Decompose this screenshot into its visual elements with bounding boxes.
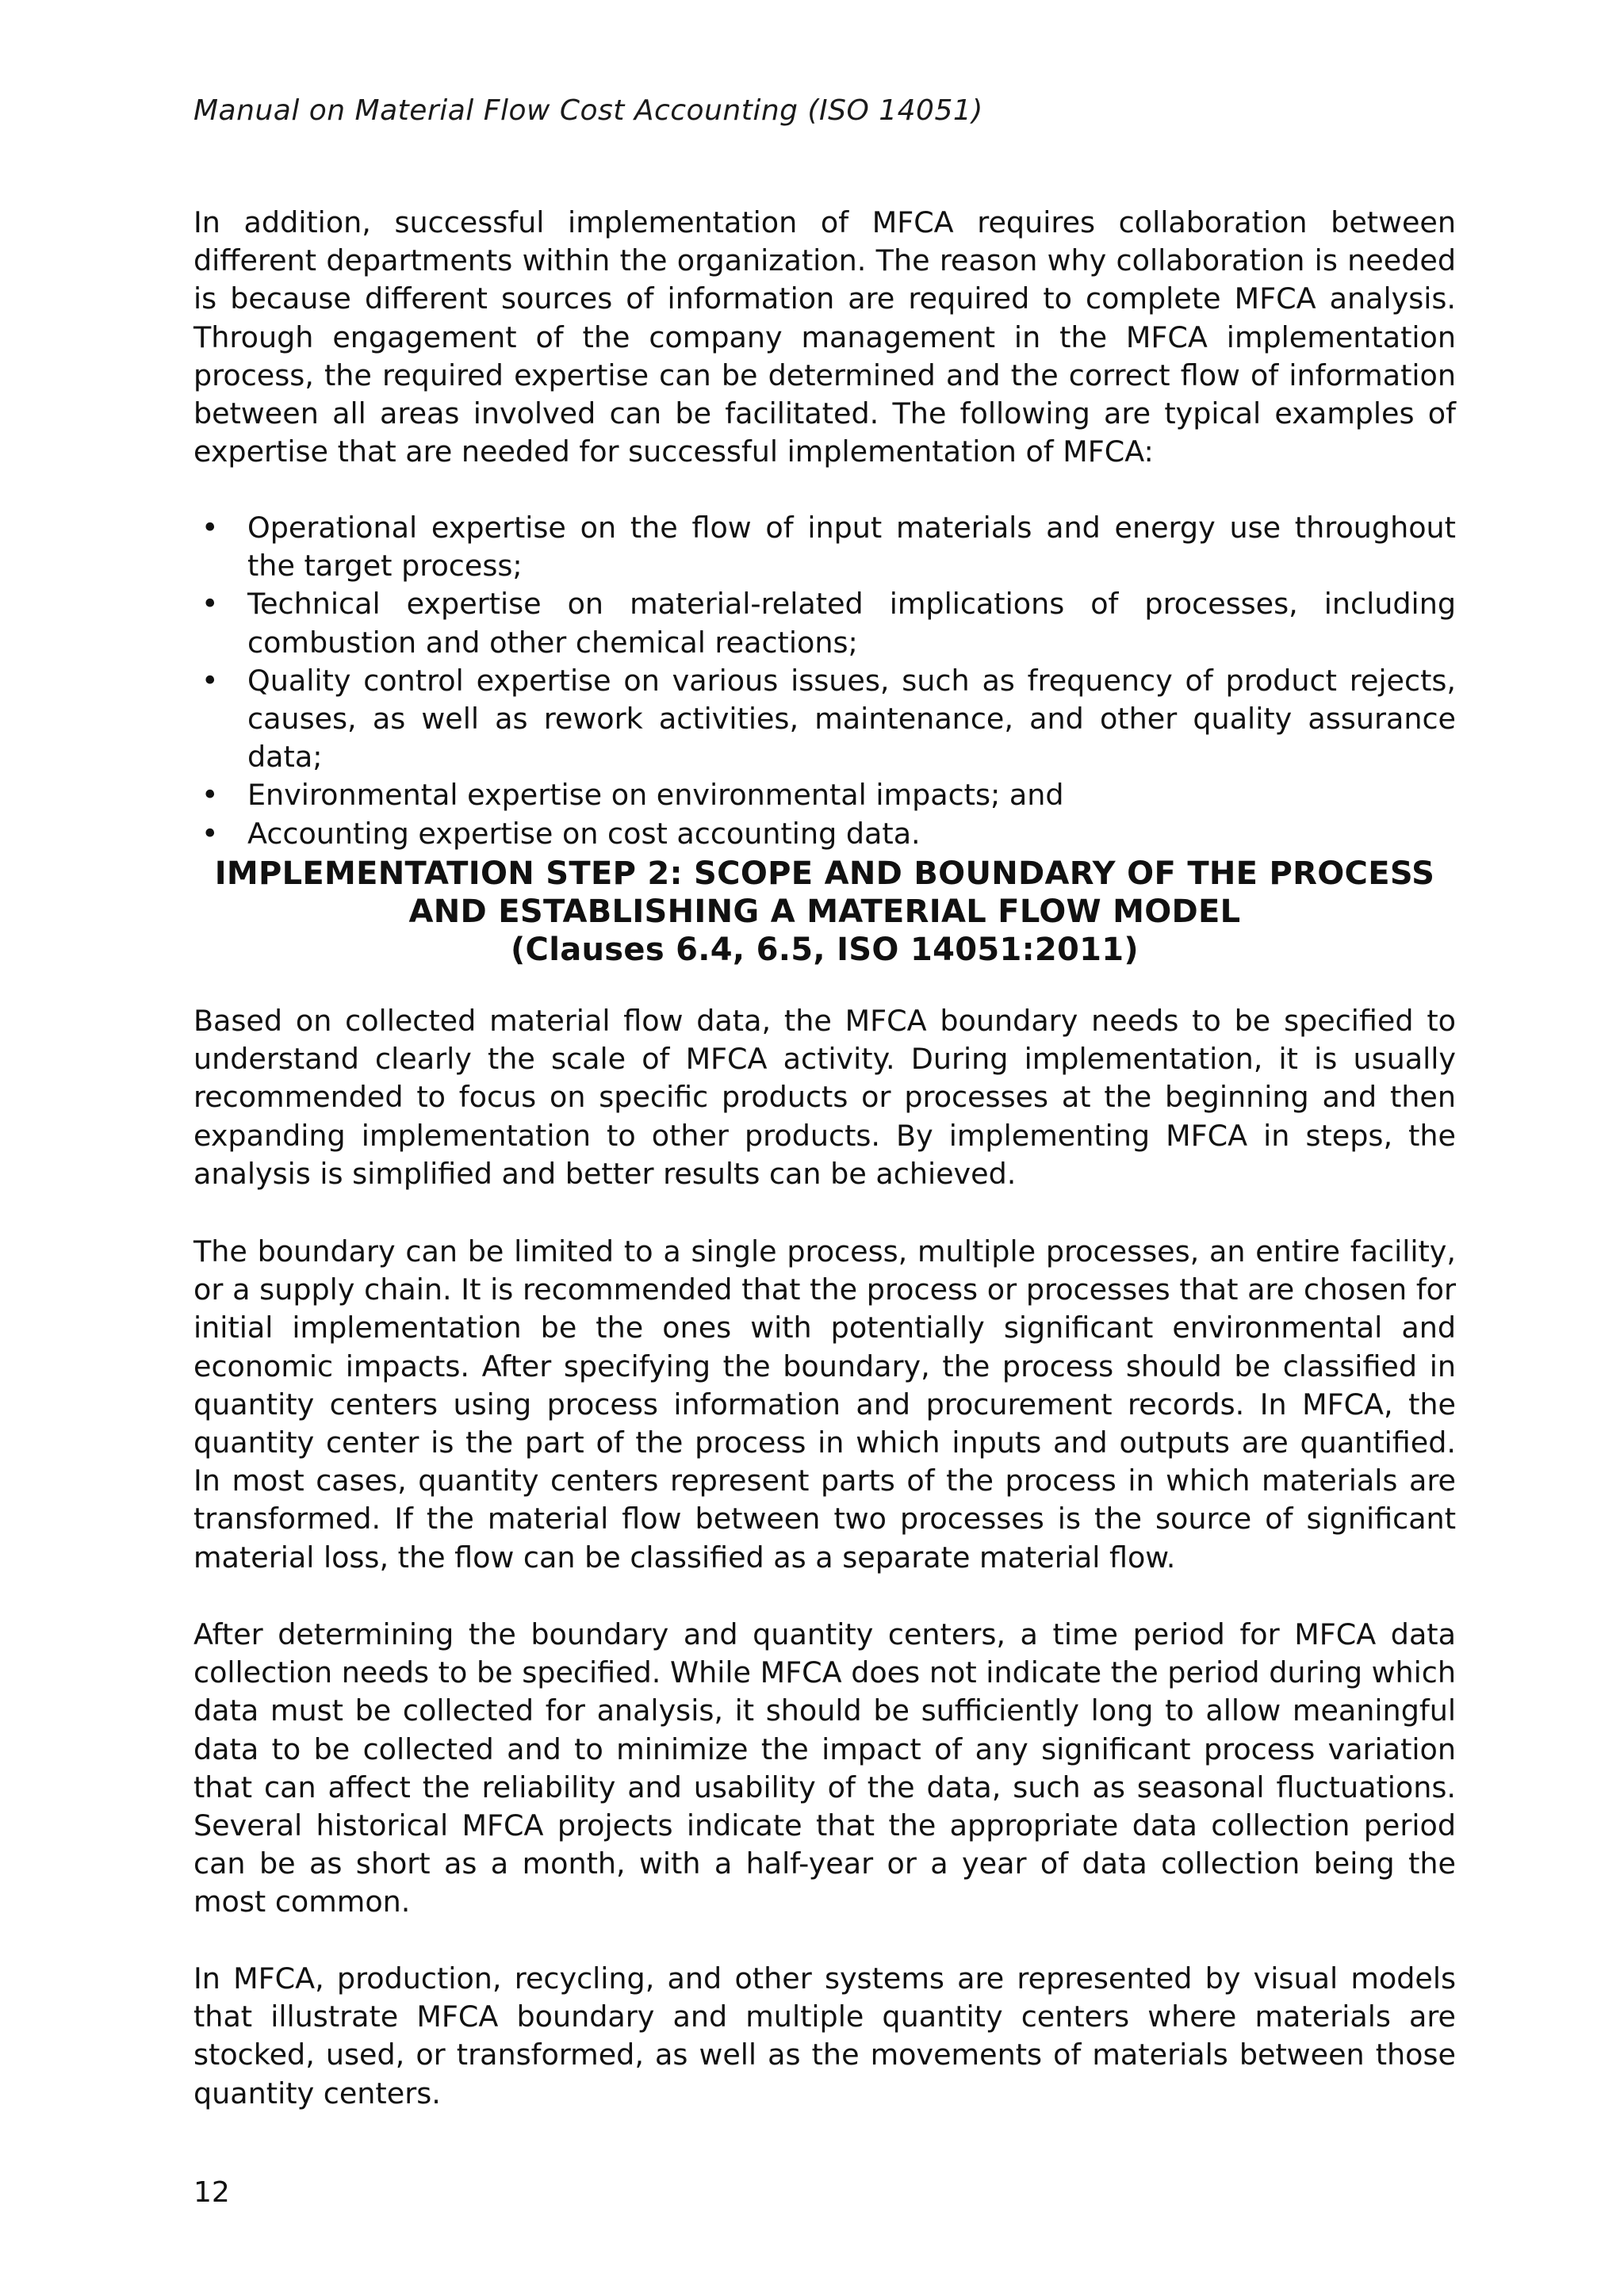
list-item: • Accounting expertise on cost accounting data.	[193, 815, 1456, 853]
heading-line: AND ESTABLISHING A MATERIAL FLOW MODEL	[408, 894, 1241, 930]
list-item: • Quality control expertise on various issues, such as frequency of product rejects, causes, as well as rework activities, maintenance, and other quality assurance data;	[193, 662, 1456, 777]
paragraph-collaboration: In addition, successful implementation of MFCA requires collaboration between different departments within the organization. The reason why collaboration is needed is because different sources of information are required to complete MFCA analysis. Through engagement of the company management in the MFCA implementation process, the required expertise can be determined and the correct flow of information between all areas involved can be facilitated. The following are typical examples of expertise that are needed for successful implementation of MFCA:	[193, 205, 1456, 469]
list-item: • Environmental expertise on environmental impacts; and	[193, 776, 1456, 814]
section-heading	[193, 855, 1456, 969]
heading-line: IMPLEMENTATION STEP 2: SCOPE AND BOUNDARY OF THE PROCESS	[214, 855, 1435, 892]
paragraph-quantity-centers: The boundary can be limited to a single process, multiple processes, an entire facility, or a supply chain. It is recommended that the process or processes that are chosen for initial implementation be the ones with potentially significant environmental and economic impacts. After specifying the boundary, the process should be classified in quantity centers using process information and procurement records. In MFCA, the quantity center is the part of the process in which inputs and outputs are quantified. In most cases, quantity centers represent parts of the process in which materials are transformed. If the material flow between two processes is the source of significant material loss, the flow can be classified as a separate material flow.	[193, 1234, 1456, 1575]
list-item: • Operational expertise on the flow of input materials and energy use throughout the target process;	[193, 509, 1456, 585]
page-number: 12	[193, 2176, 230, 2209]
paragraph-visual-models: In MFCA, production, recycling, and other systems are represented by visual models that illustrate MFCA boundary and multiple quantity centers where materials are stocked, used, or transformed, as well as the movements of materials between those quantity centers.	[193, 1961, 1456, 2110]
running-header: Manual on Material Flow Cost Accounting (ISO 14051)	[193, 94, 983, 127]
list-item: • Technical expertise on material-related implications of processes, including combustion and other chemical reactions;	[193, 585, 1456, 661]
heading-line: (Clauses 6.4, 6.5, ISO 14051:2011)	[510, 932, 1139, 968]
paragraph-time-period: After determining the boundary and quantity centers, a time period for MFCA data collection needs to be specified. While MFCA does not indicate the period during which data must be collected for analysis, it should be sufficiently long to allow meaningful data to be collected and to minimize the impact of any significant process variation that can affect the reliability and usability of the data, such as seasonal fluctuations. Several historical MFCA projects indicate that the appropriate data collection period can be as short as a month, with a half-year or a year of data collection being the most common.	[193, 1617, 1456, 1919]
paragraph-boundary-intro: Based on collected material flow data, the MFCA boundary needs to be specified to understand clearly the scale of MFCA activity. During implementation, it is usually recommended to focus on specific products or processes at the beginning and then expanding implementation to other products. By implementing MFCA in steps, the analysis is simplified and better results can be achieved.	[193, 1004, 1456, 1191]
expertise-list	[193, 509, 1456, 853]
